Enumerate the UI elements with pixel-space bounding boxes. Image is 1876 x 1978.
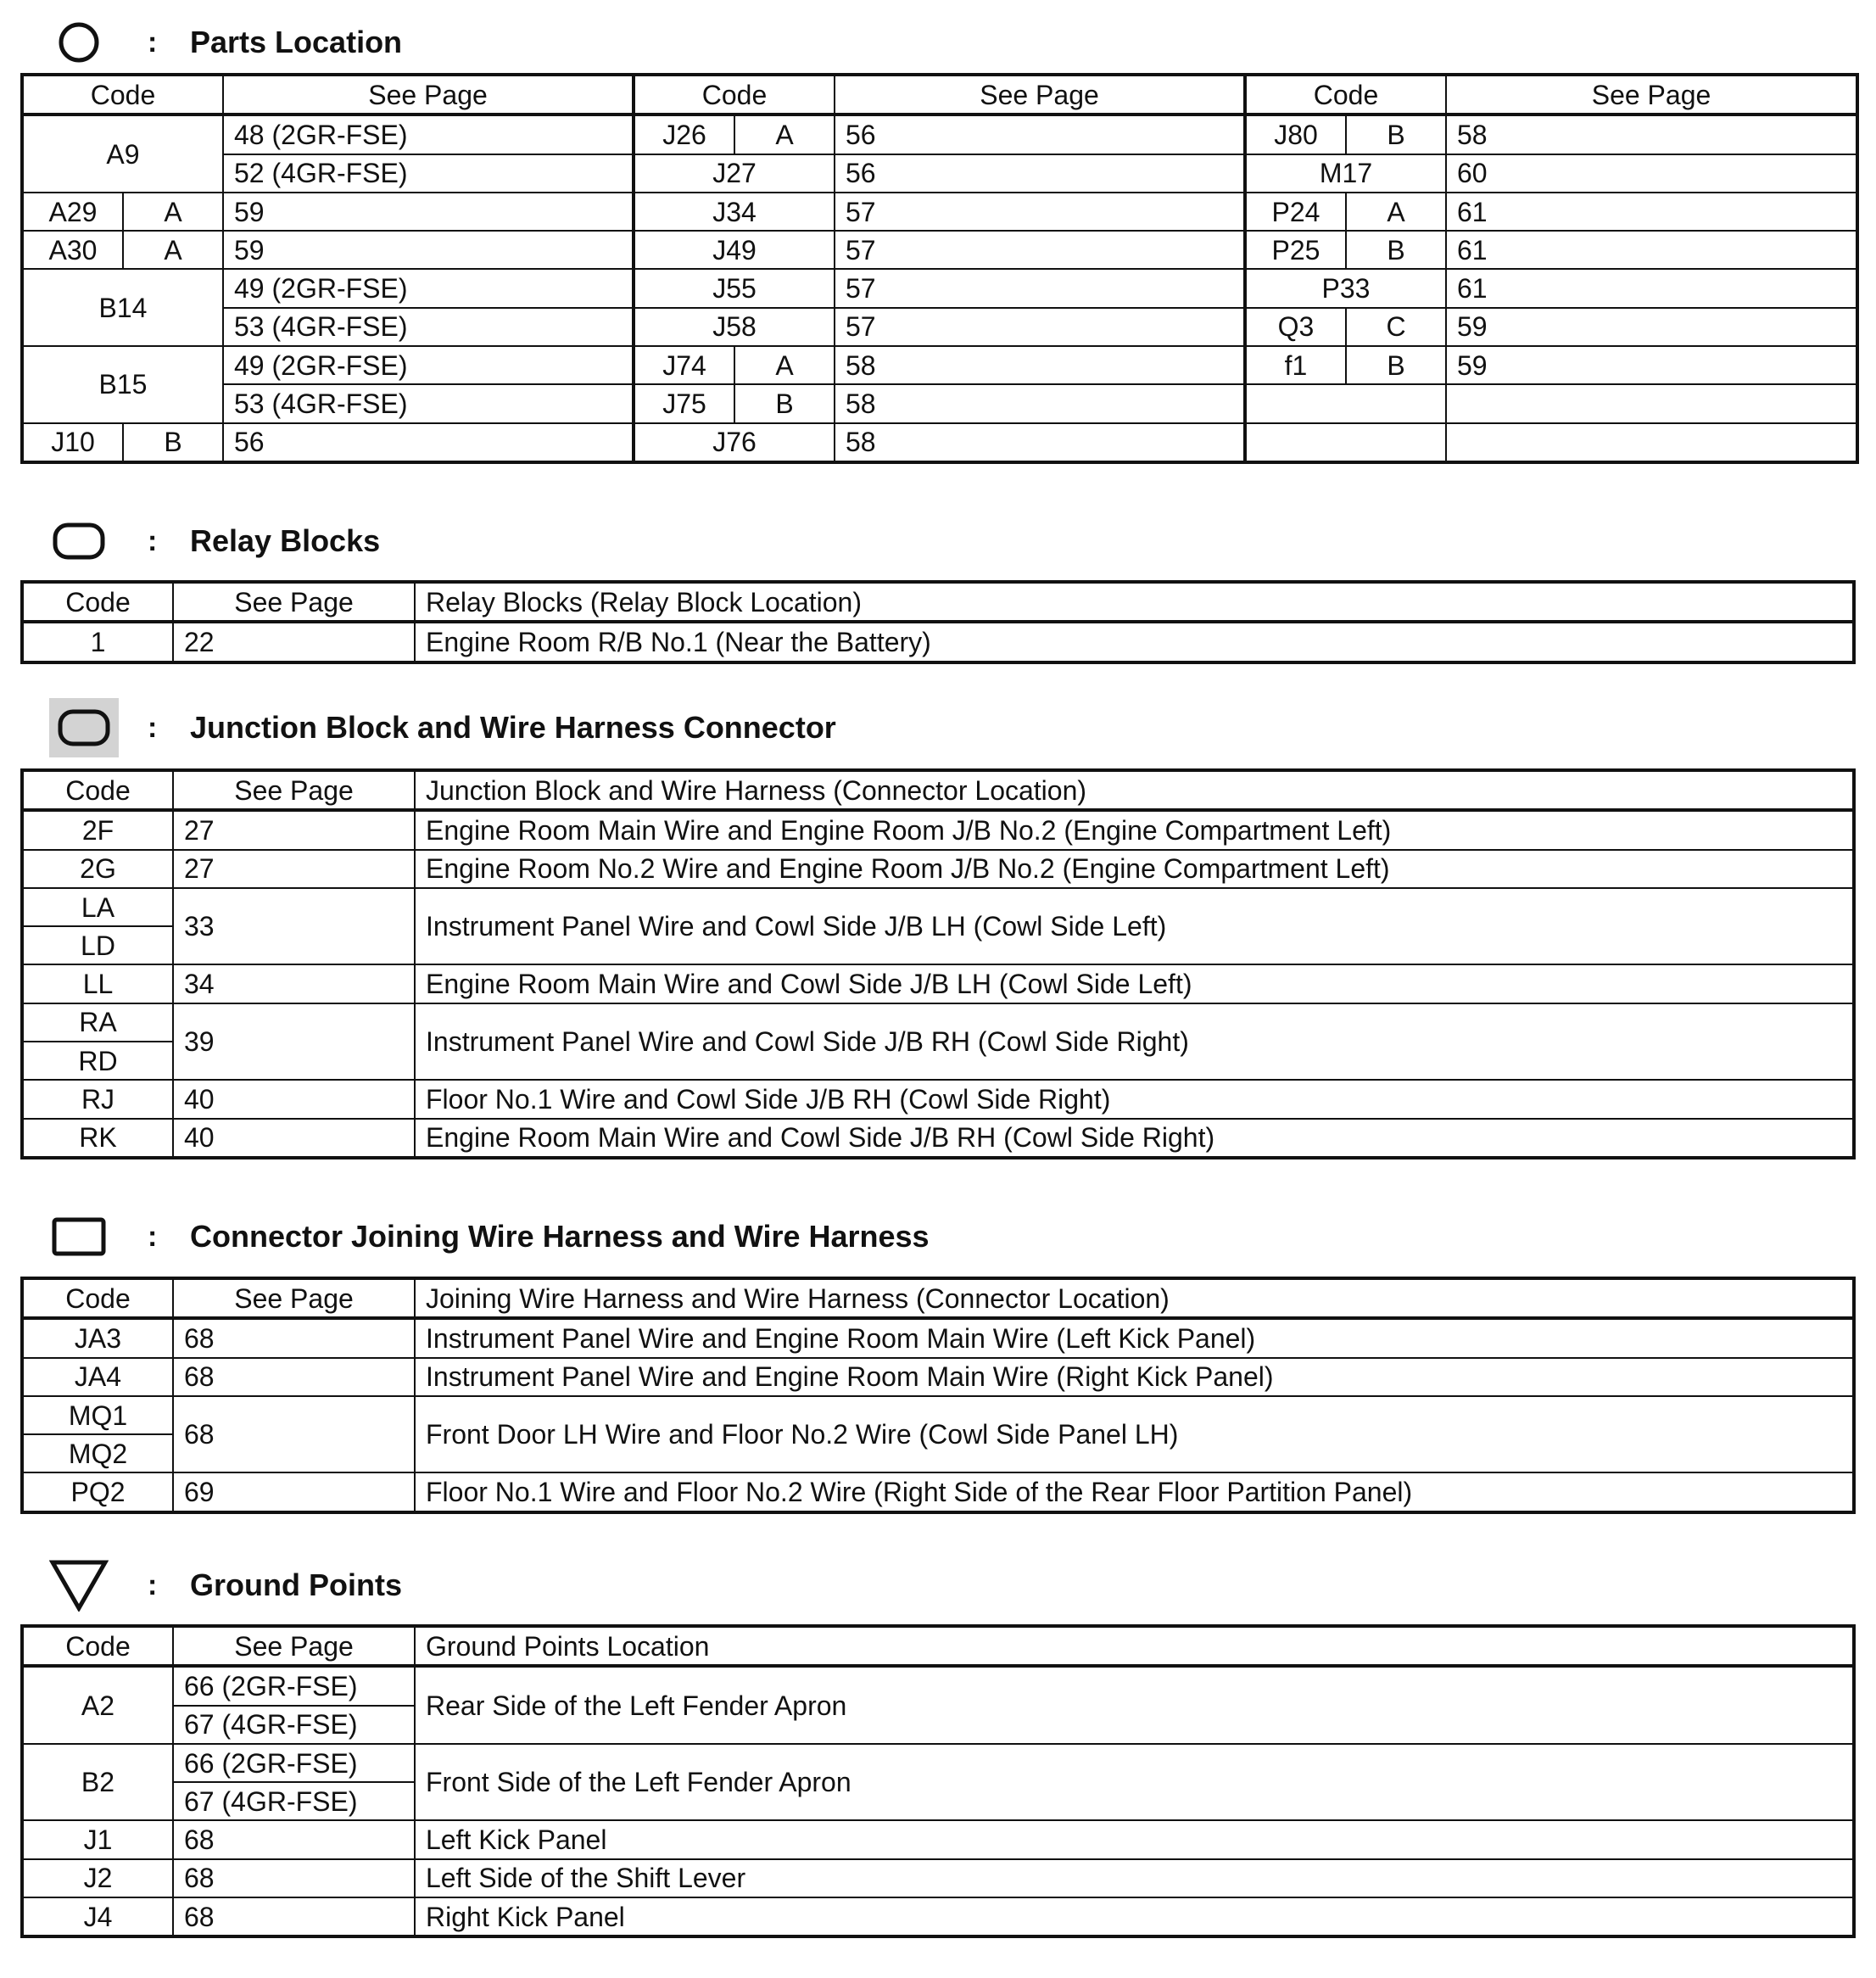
- location-cell: Engine Room Main Wire and Cowl Side J/B RH (Cowl Side Right): [415, 1119, 1854, 1158]
- table-row: [22, 1744, 1854, 1782]
- section-title: Parts Location: [190, 25, 403, 59]
- header-cell: Code: [634, 75, 835, 115]
- code-cell: B14: [22, 269, 223, 346]
- code-cell: P33: [1245, 269, 1446, 307]
- code-cell: JA4: [22, 1358, 173, 1396]
- table-row: [22, 1080, 1854, 1118]
- suffix-cell: A: [123, 193, 223, 231]
- page-cell: 58: [835, 346, 1245, 384]
- table-row: [22, 1897, 1854, 1936]
- header-cell: See Page: [173, 582, 415, 622]
- page-cell: 53 (4GR-FSE): [223, 308, 634, 346]
- header-cell: Code: [22, 1626, 173, 1666]
- colon: :: [148, 25, 158, 59]
- location-cell: Engine Room No.2 Wire and Engine Room J/B No.2 (Engine Compartment Left): [415, 850, 1854, 888]
- table-row: [22, 1472, 1854, 1511]
- page-cell: 69: [173, 1472, 415, 1511]
- code-cell: P25: [1245, 231, 1346, 269]
- header-cell: See Page: [173, 1278, 415, 1318]
- colon: :: [148, 1220, 158, 1253]
- page-cell: 27: [173, 850, 415, 888]
- code-cell: J27: [634, 154, 835, 193]
- table-row: [22, 1358, 1854, 1396]
- table-row: [22, 308, 1857, 346]
- table-row: [22, 622, 1854, 662]
- location-cell: Left Side of the Shift Lever: [415, 1859, 1854, 1897]
- suffix-cell: B: [1346, 115, 1446, 154]
- page-cell: 61: [1446, 269, 1857, 307]
- table-row: [22, 888, 1854, 926]
- page-cell: 57: [835, 193, 1245, 231]
- empty-cell: [1245, 384, 1446, 422]
- page-cell: 27: [173, 810, 415, 849]
- suffix-cell: A: [1346, 193, 1446, 231]
- header-cell: See Page: [173, 1626, 415, 1666]
- code-cell: J49: [634, 231, 835, 269]
- table-header-row: [22, 1626, 1854, 1666]
- page-cell: 66 (2GR-FSE): [173, 1744, 415, 1782]
- location-cell: Instrument Panel Wire and Cowl Side J/B RH (Cowl Side Right): [415, 1003, 1854, 1081]
- page-cell: 52 (4GR-FSE): [223, 154, 634, 193]
- ground-points-table: [20, 1624, 1856, 1938]
- code-cell: J58: [634, 308, 835, 346]
- table-row: [22, 1318, 1854, 1357]
- code-cell: A2: [22, 1666, 173, 1744]
- header-cell: Relay Blocks (Relay Block Location): [415, 582, 1854, 622]
- table-row: [22, 1119, 1854, 1158]
- table-header-row: [22, 770, 1854, 810]
- location-cell: Instrument Panel Wire and Cowl Side J/B LH (Cowl Side Left): [415, 888, 1854, 965]
- code-cell: MQ1: [22, 1396, 173, 1434]
- table-row: [22, 1859, 1854, 1897]
- colon: :: [148, 711, 158, 744]
- suffix-cell: A: [734, 115, 835, 154]
- connector-joining-header: [49, 1203, 930, 1271]
- code-cell: A30: [22, 231, 123, 269]
- header-cell: See Page: [173, 770, 415, 810]
- table-row: [22, 115, 1857, 154]
- page-cell: 33: [173, 888, 415, 965]
- page-cell: 34: [173, 964, 415, 1003]
- section-title: Connector Joining Wire Harness and Wire Harness: [190, 1219, 930, 1254]
- table-row: [22, 964, 1854, 1003]
- location-cell: Front Side of the Left Fender Apron: [415, 1744, 1854, 1821]
- parts-location-header: [49, 8, 402, 76]
- location-cell: Left Kick Panel: [415, 1820, 1854, 1858]
- code-cell: J55: [634, 269, 835, 307]
- page-cell: 57: [835, 269, 1245, 307]
- page-cell: 40: [173, 1119, 415, 1158]
- code-cell: P24: [1245, 193, 1346, 231]
- location-cell: Instrument Panel Wire and Engine Room Main Wire (Left Kick Panel): [415, 1318, 1854, 1357]
- code-cell: LL: [22, 964, 173, 1003]
- header-cell: Code: [22, 1278, 173, 1318]
- code-cell: 2G: [22, 850, 173, 888]
- page-cell: 68: [173, 1358, 415, 1396]
- page-cell: 57: [835, 231, 1245, 269]
- code-cell: LA: [22, 888, 173, 926]
- code-cell: RJ: [22, 1080, 173, 1118]
- code-cell: RA: [22, 1003, 173, 1042]
- header-cell: Ground Points Location: [415, 1626, 1854, 1666]
- page-cell: 53 (4GR-FSE): [223, 384, 634, 422]
- location-cell: Front Door LH Wire and Floor No.2 Wire (Cowl Side Panel LH): [415, 1396, 1854, 1473]
- code-cell: J76: [634, 423, 835, 462]
- junction-block-header: [49, 694, 836, 762]
- code-cell: 1: [22, 622, 173, 662]
- section-title: Junction Block and Wire Harness Connector: [190, 710, 836, 745]
- suffix-cell: A: [123, 231, 223, 269]
- relay-blocks-header: [49, 507, 380, 575]
- empty-cell: [1446, 384, 1857, 422]
- page-cell: 58: [835, 423, 1245, 462]
- page-cell: 68: [173, 1820, 415, 1858]
- table-row: [22, 154, 1857, 193]
- table-header-row: [22, 582, 1854, 622]
- parts-location-table: [20, 73, 1859, 464]
- suffix-cell: A: [734, 346, 835, 384]
- page-cell: 67 (4GR-FSE): [173, 1706, 415, 1744]
- page-cell: 58: [835, 384, 1245, 422]
- table-row: [22, 193, 1857, 231]
- code-cell: M17: [1245, 154, 1446, 193]
- shaded-rounded-rectangle-icon: [49, 698, 119, 757]
- colon: :: [148, 524, 158, 557]
- table-row: [22, 231, 1857, 269]
- code-cell: J1: [22, 1820, 173, 1858]
- page-cell: 67 (4GR-FSE): [173, 1782, 415, 1820]
- table-row: [22, 810, 1854, 849]
- empty-cell: [1446, 423, 1857, 462]
- table-row: [22, 423, 1857, 462]
- header-cell: Code: [1245, 75, 1446, 115]
- code-cell: B2: [22, 1744, 173, 1821]
- page-cell: 49 (2GR-FSE): [223, 346, 634, 384]
- code-cell: J75: [634, 384, 734, 422]
- page-cell: 68: [173, 1897, 415, 1936]
- code-cell: J26: [634, 115, 734, 154]
- code-cell: A9: [22, 115, 223, 193]
- code-cell: J2: [22, 1859, 173, 1897]
- location-cell: Engine Room Main Wire and Cowl Side J/B LH (Cowl Side Left): [415, 964, 1854, 1003]
- table-row: [22, 384, 1857, 422]
- page-cell: 56: [223, 423, 634, 462]
- rounded-rectangle-icon: [49, 511, 109, 571]
- page-cell: 59: [223, 231, 634, 269]
- empty-cell: [1245, 423, 1446, 462]
- code-cell: B15: [22, 346, 223, 423]
- header-cell: Code: [22, 582, 173, 622]
- page-cell: 59: [1446, 346, 1857, 384]
- page-cell: 56: [835, 154, 1245, 193]
- code-cell: 2F: [22, 810, 173, 849]
- section-title: Relay Blocks: [190, 523, 381, 558]
- ground-points-header: [49, 1551, 402, 1619]
- code-cell: RK: [22, 1119, 173, 1158]
- suffix-cell: B: [1346, 231, 1446, 269]
- code-cell: A29: [22, 193, 123, 231]
- code-cell: LD: [22, 926, 173, 964]
- header-cell: Junction Block and Wire Harness (Connector Location): [415, 770, 1854, 810]
- page-cell: 68: [173, 1396, 415, 1473]
- code-cell: J80: [1245, 115, 1346, 154]
- code-cell: J34: [634, 193, 835, 231]
- location-cell: Engine Room Main Wire and Engine Room J/B No.2 (Engine Compartment Left): [415, 810, 1854, 849]
- page-cell: 49 (2GR-FSE): [223, 269, 634, 307]
- page-cell: 59: [223, 193, 634, 231]
- page-cell: 48 (2GR-FSE): [223, 115, 634, 154]
- code-cell: J10: [22, 423, 123, 462]
- section-title: Ground Points: [190, 1567, 402, 1602]
- header-cell: Joining Wire Harness and Wire Harness (Connector Location): [415, 1278, 1854, 1318]
- page-cell: 40: [173, 1080, 415, 1118]
- code-cell: RD: [22, 1042, 173, 1080]
- rectangle-icon: [49, 1207, 109, 1266]
- page-cell: 57: [835, 308, 1245, 346]
- suffix-cell: B: [734, 384, 835, 422]
- table-row: [22, 269, 1857, 307]
- relay-blocks-table: [20, 580, 1856, 664]
- code-cell: Q3: [1245, 308, 1346, 346]
- junction-block-table: [20, 768, 1856, 1159]
- suffix-cell: C: [1346, 308, 1446, 346]
- table-row: [22, 1666, 1854, 1705]
- table-row: [22, 346, 1857, 384]
- code-cell: J74: [634, 346, 734, 384]
- table-header-row: [22, 1278, 1854, 1318]
- location-cell: Floor No.1 Wire and Floor No.2 Wire (Right Side of the Rear Floor Partition Panel): [415, 1472, 1854, 1511]
- header-cell: See Page: [1446, 75, 1857, 115]
- page-cell: 61: [1446, 231, 1857, 269]
- location-cell: Floor No.1 Wire and Cowl Side J/B RH (Cowl Side Right): [415, 1080, 1854, 1118]
- location-cell: Instrument Panel Wire and Engine Room Main Wire (Right Kick Panel): [415, 1358, 1854, 1396]
- page-cell: 58: [1446, 115, 1857, 154]
- table-row: [22, 850, 1854, 888]
- connector-joining-table: [20, 1277, 1856, 1514]
- circle-icon: [49, 13, 109, 72]
- code-cell: PQ2: [22, 1472, 173, 1511]
- header-cell: See Page: [835, 75, 1245, 115]
- suffix-cell: B: [1346, 346, 1446, 384]
- location-cell: Right Kick Panel: [415, 1897, 1854, 1936]
- page-cell: 68: [173, 1318, 415, 1357]
- header-cell: See Page: [223, 75, 634, 115]
- page-cell: 60: [1446, 154, 1857, 193]
- code-cell: J4: [22, 1897, 173, 1936]
- page-cell: 22: [173, 622, 415, 662]
- page-cell: 61: [1446, 193, 1857, 231]
- location-cell: Engine Room R/B No.1 (Near the Battery): [415, 622, 1854, 662]
- code-cell: JA3: [22, 1318, 173, 1357]
- colon: :: [148, 1568, 158, 1601]
- page-cell: 66 (2GR-FSE): [173, 1666, 415, 1705]
- page-cell: 68: [173, 1859, 415, 1897]
- header-cell: Code: [22, 770, 173, 810]
- header-cell: Code: [22, 75, 223, 115]
- code-cell: f1: [1245, 346, 1346, 384]
- down-triangle-icon: [49, 1556, 109, 1615]
- location-cell: Rear Side of the Left Fender Apron: [415, 1666, 1854, 1744]
- code-cell: MQ2: [22, 1434, 173, 1472]
- table-header-row: [22, 75, 1857, 115]
- page-cell: 56: [835, 115, 1245, 154]
- table-row: [22, 1396, 1854, 1434]
- page-cell: 39: [173, 1003, 415, 1081]
- page-cell: 59: [1446, 308, 1857, 346]
- table-row: [22, 1820, 1854, 1858]
- table-row: [22, 1003, 1854, 1042]
- suffix-cell: B: [123, 423, 223, 462]
